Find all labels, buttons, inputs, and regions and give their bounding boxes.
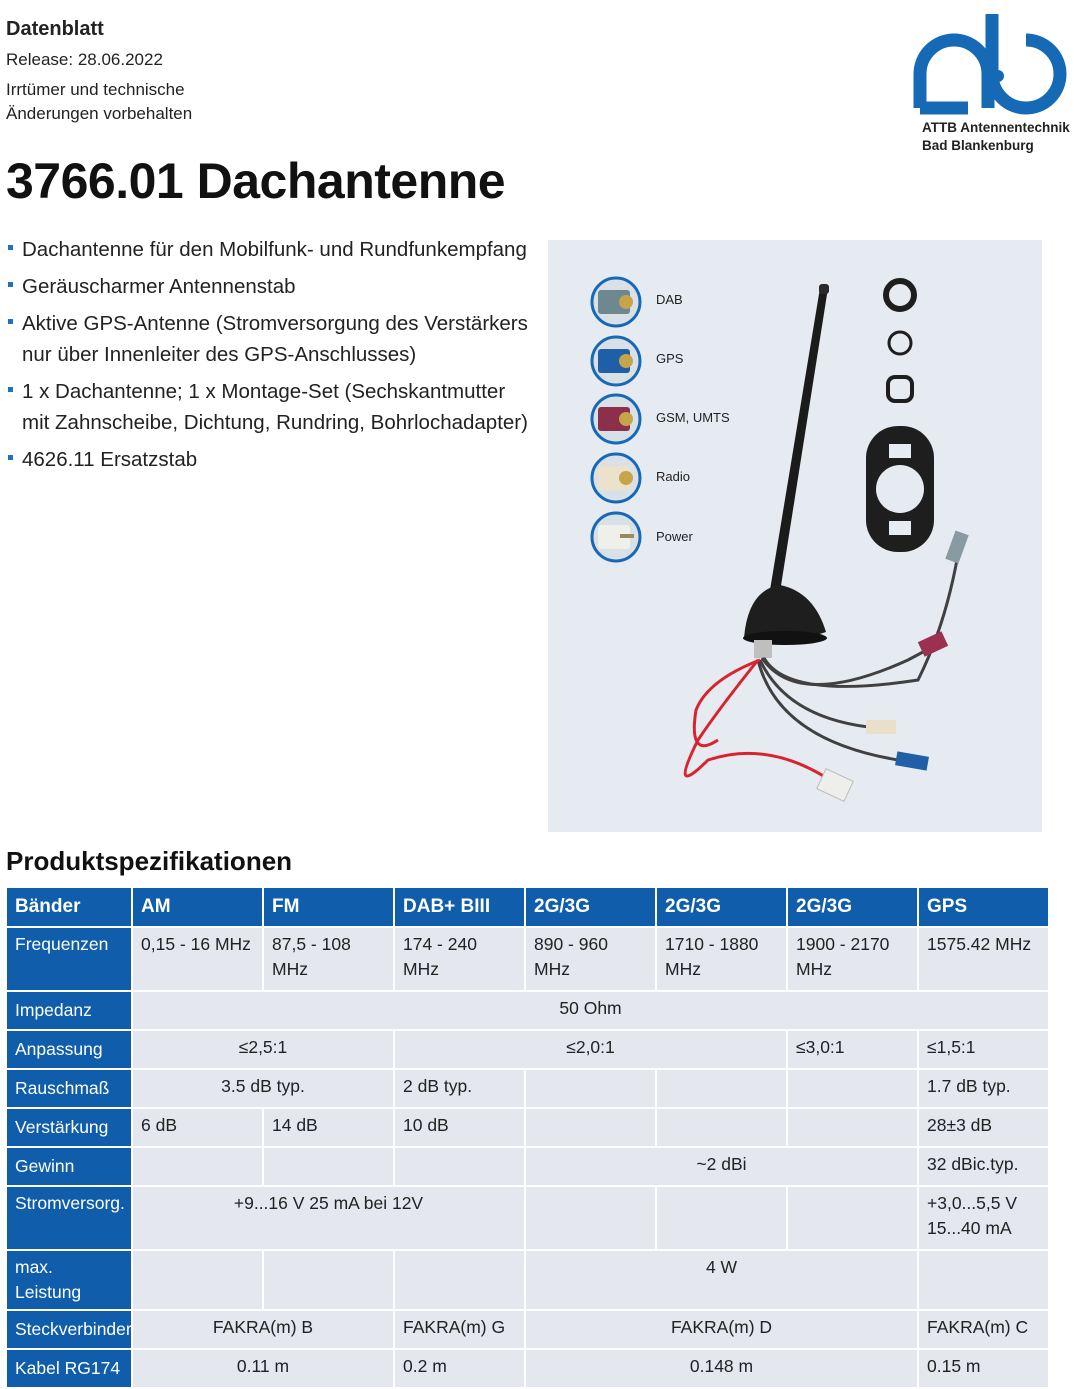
table-cell: 4 W xyxy=(526,1251,917,1309)
table-cell xyxy=(657,1109,786,1146)
table-cell: 32 dBic.typ. xyxy=(919,1148,1048,1185)
row-label: Anpassung xyxy=(7,1031,131,1068)
table-cell xyxy=(395,1251,524,1309)
row-label: Verstärkung xyxy=(7,1109,131,1146)
column-header: Bänder xyxy=(7,888,131,926)
table-cell: 0.15 m xyxy=(919,1350,1048,1387)
row-label: Rauschmaß xyxy=(7,1070,131,1107)
table-cell: 174 - 240 MHz xyxy=(395,928,524,990)
row-label: Stromversorg. xyxy=(7,1187,131,1249)
table-cell xyxy=(526,1187,655,1249)
table-cell: 1900 - 2170 MHz xyxy=(788,928,917,990)
table-cell: 1575.42 MHz xyxy=(919,928,1048,990)
logo-company-location: Bad Blankenburg xyxy=(922,138,1034,153)
row-label: Steckverbinder xyxy=(7,1311,131,1348)
product-title: 3766.01 Dachantenne xyxy=(6,153,506,209)
table-header-row xyxy=(7,888,1048,926)
table-cell xyxy=(657,1070,786,1107)
table-cell: 890 - 960 MHz xyxy=(526,928,655,990)
table-row xyxy=(7,1311,1048,1348)
table-cell xyxy=(919,1251,1048,1309)
logo-company-name: ATTB Antennentechnik xyxy=(922,120,1070,135)
radio-plug xyxy=(866,720,896,734)
table-cell: 28±3 dB xyxy=(919,1109,1048,1146)
table-row xyxy=(7,1148,1048,1185)
antenna-drawing xyxy=(743,284,829,658)
table-cell xyxy=(395,1148,524,1185)
table-cell: 0.2 m xyxy=(395,1350,524,1387)
column-header: 2G/3G xyxy=(657,888,786,926)
row-label: Kabel RG174 xyxy=(7,1350,131,1387)
spec-table xyxy=(5,886,1050,1389)
connector-power-icon xyxy=(592,513,640,561)
table-cell: ~2 dBi xyxy=(526,1148,917,1185)
feature-item: Aktive GPS-Antenne (Stromversorgung des Verstärkers nur über Innenleiter des GPS-Anschlusses) xyxy=(8,308,528,370)
table-cell: ≤2,5:1 xyxy=(133,1031,393,1068)
column-header: 2G/3G xyxy=(788,888,917,926)
table-cell: 1710 - 1880 MHz xyxy=(657,928,786,990)
column-header: AM xyxy=(133,888,262,926)
cable-bundle xyxy=(685,542,960,780)
column-header: DAB+ BIII xyxy=(395,888,524,926)
table-cell: 50 Ohm xyxy=(133,992,1048,1029)
table-row xyxy=(7,992,1048,1029)
feature-item: Dachantenne für den Mobilfunk- und Rundfunkempfang xyxy=(8,234,528,265)
column-header: 2G/3G xyxy=(526,888,655,926)
table-cell: ≤2,0:1 xyxy=(395,1031,786,1068)
table-cell: 0.11 m xyxy=(133,1350,393,1387)
table-cell xyxy=(657,1187,786,1249)
table-cell: FAKRA(m) D xyxy=(526,1311,917,1348)
connector-label-dab: DAB xyxy=(656,292,683,307)
connector-label-radio: Radio xyxy=(656,469,690,484)
table-cell: 87,5 - 108 MHz xyxy=(264,928,393,990)
connector-gps-icon xyxy=(592,337,640,385)
table-cell: 2 dB typ. xyxy=(395,1070,524,1107)
datasheet-label: Datenblatt xyxy=(6,18,104,40)
table-row xyxy=(7,1350,1048,1387)
table-cell: FAKRA(m) C xyxy=(919,1311,1048,1348)
connector-radio-icon xyxy=(592,454,640,502)
table-cell: FAKRA(m) B xyxy=(133,1311,393,1348)
dab-plug xyxy=(945,531,968,564)
mounting-kit xyxy=(866,281,934,552)
table-cell xyxy=(526,1070,655,1107)
row-label: Gewinn xyxy=(7,1148,131,1185)
table-cell xyxy=(788,1187,917,1249)
row-label: Impedanz xyxy=(7,992,131,1029)
table-cell: 10 dB xyxy=(395,1109,524,1146)
table-row xyxy=(7,928,1048,990)
table-cell xyxy=(788,1109,917,1146)
disclaimer-line-1: Irrtümer und technische xyxy=(6,80,185,99)
table-cell: FAKRA(m) G xyxy=(395,1311,524,1348)
connector-label-gps: GPS xyxy=(656,351,684,366)
table-cell: 3.5 dB typ. xyxy=(133,1070,393,1107)
table-cell: ≤3,0:1 xyxy=(788,1031,917,1068)
table-cell: 1.7 dB typ. xyxy=(919,1070,1048,1107)
table-cell: 0.148 m xyxy=(526,1350,917,1387)
table-cell: +9...16 V 25 mA bei 12V xyxy=(133,1187,524,1249)
table-cell xyxy=(919,1187,1048,1249)
connector-dab-icon xyxy=(592,278,640,326)
disclaimer-line-2: Änderungen vorbehalten xyxy=(6,104,193,123)
feature-item: 1 x Dachantenne; 1 x Montage-Set (Sechskantmutter mit Zahnscheibe, Dichtung, Rundring, Bohrlochadapter) xyxy=(8,376,528,438)
table-row xyxy=(7,1031,1048,1068)
gps-power-current: 15...40 mA xyxy=(927,1218,1012,1238)
feature-list xyxy=(8,234,528,481)
table-cell xyxy=(788,1070,917,1107)
specs-heading: Produktspezifikationen xyxy=(6,846,293,876)
release-date: Release: 28.06.2022 xyxy=(6,50,163,69)
table-cell: 14 dB xyxy=(264,1109,393,1146)
table-cell: 0,15 - 16 MHz xyxy=(133,928,262,990)
column-header: GPS xyxy=(919,888,1048,926)
table-row xyxy=(7,1187,1048,1249)
row-label: max. Leistung xyxy=(7,1251,131,1309)
table-cell xyxy=(526,1109,655,1146)
table-cell: 6 dB xyxy=(133,1109,262,1146)
product-image xyxy=(548,240,1042,832)
column-header: FM xyxy=(264,888,393,926)
table-row xyxy=(7,1109,1048,1146)
connector-label-power: Power xyxy=(656,529,693,544)
table-cell xyxy=(133,1148,262,1185)
table-row xyxy=(7,1070,1048,1107)
gps-power-voltage: +3,0...5,5 V xyxy=(927,1193,1017,1213)
table-cell xyxy=(133,1251,262,1309)
gps-plug xyxy=(895,751,929,770)
table-cell xyxy=(264,1148,393,1185)
feature-item: Geräuscharmer Antennenstab xyxy=(8,271,528,302)
connector-gsm-icon xyxy=(592,395,640,443)
table-cell xyxy=(264,1251,393,1309)
row-label: Frequenzen xyxy=(7,928,131,990)
table-row xyxy=(7,1251,1048,1309)
table-cell: ≤1,5:1 xyxy=(919,1031,1048,1068)
feature-item: 4626.11 Ersatzstab xyxy=(8,444,528,475)
connector-label-gsm: GSM, UMTS xyxy=(656,410,730,425)
